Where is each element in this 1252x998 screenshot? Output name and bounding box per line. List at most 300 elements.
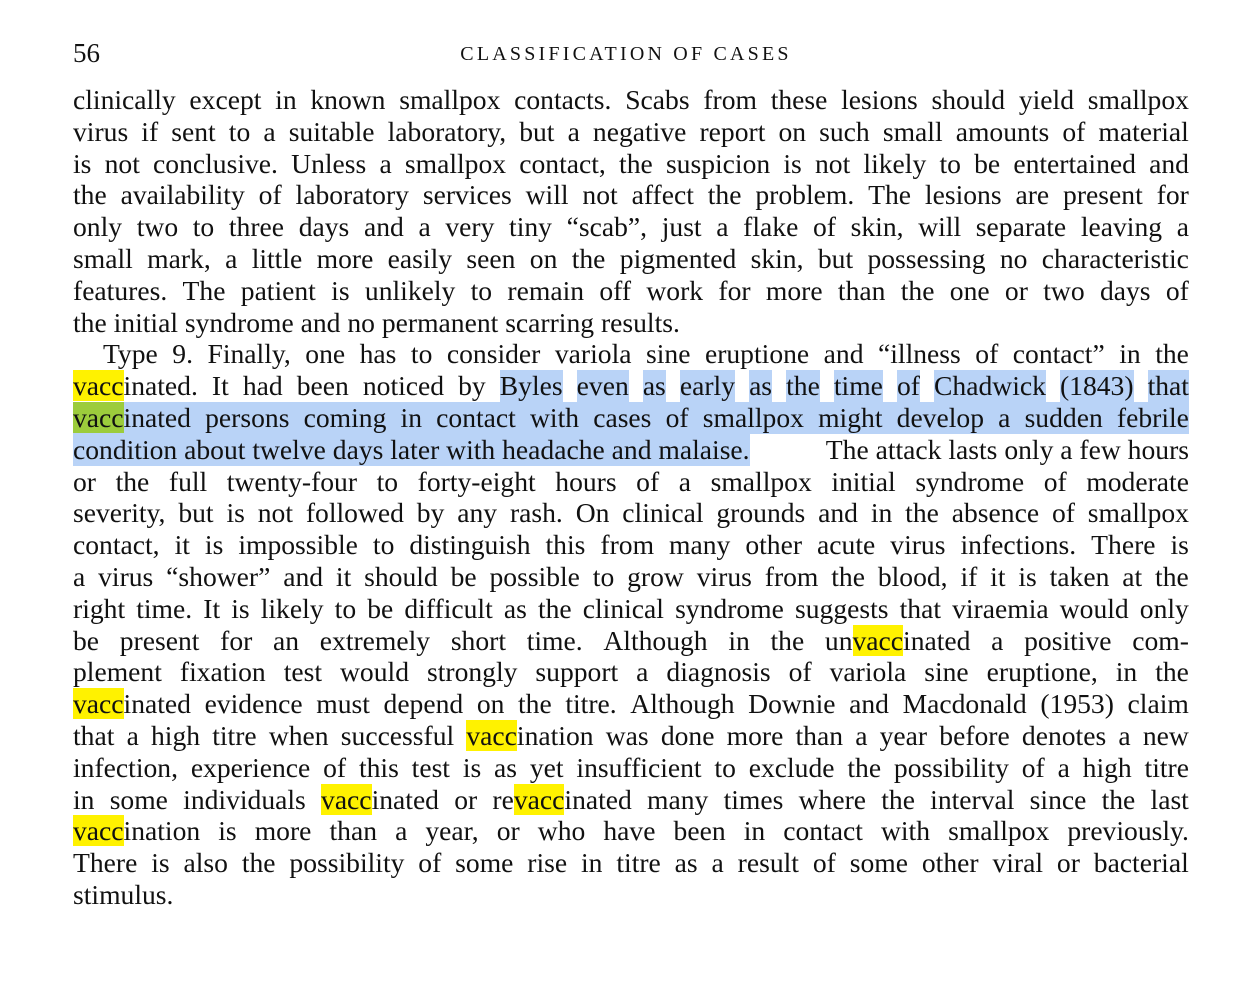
word: a [395, 815, 408, 847]
text-line-13 [73, 466, 1189, 498]
text-line-11 [73, 402, 1189, 434]
word: than [837, 274, 886, 306]
word: possibility [289, 847, 405, 879]
word: was [605, 720, 649, 751]
word: high [1082, 751, 1132, 783]
word: the [707, 179, 742, 211]
word: denotes [1021, 720, 1107, 751]
word: difficult [404, 592, 493, 624]
word: eruptione [704, 338, 810, 370]
word: clinical [582, 592, 664, 624]
word: the [115, 465, 150, 497]
text-line-18 [73, 625, 1189, 657]
word: a [73, 561, 86, 592]
word: been [296, 370, 349, 402]
word: “shower” [166, 561, 271, 592]
word: many [669, 529, 731, 561]
word-vaccination: vaccination [466, 720, 594, 751]
word: than [795, 720, 844, 751]
word: no [999, 243, 1028, 274]
search-match: vacc [321, 783, 372, 815]
word: full [168, 465, 208, 497]
word: time. [136, 592, 193, 624]
word: on [778, 115, 807, 147]
text-line-19 [73, 656, 1189, 688]
word: is [218, 815, 237, 847]
search-match: vacc [73, 815, 124, 847]
text-line-25 [73, 847, 1189, 879]
word: Byles [499, 370, 563, 402]
word: it [990, 561, 1006, 592]
word: a [225, 243, 238, 274]
word: in [400, 402, 422, 433]
word: in [73, 783, 95, 815]
word: been [673, 815, 726, 847]
word: report [699, 115, 766, 147]
word: contact, [519, 147, 606, 179]
word: early [679, 370, 736, 402]
text-line-3 [73, 148, 1189, 180]
word: remain [507, 274, 585, 306]
word: titre [212, 720, 257, 751]
word: by [458, 370, 486, 402]
word: easily [387, 243, 453, 274]
word: affect [631, 179, 694, 211]
word: of [975, 338, 999, 370]
word: develop [896, 402, 984, 433]
word: exclude [748, 751, 835, 783]
word: the [770, 624, 805, 656]
word: tiny [509, 211, 552, 243]
word: material [1098, 115, 1189, 147]
word: previously. [1067, 815, 1189, 847]
word: year, [425, 815, 479, 847]
text-line-7 [73, 275, 1189, 307]
word-vaccination: vaccination [73, 815, 201, 847]
word: for [718, 274, 751, 306]
word: 9. [172, 338, 193, 370]
word: a [1057, 751, 1070, 783]
word: “scab”, [566, 211, 648, 243]
word: sine [924, 656, 969, 688]
word: flake [743, 211, 799, 243]
word: of [896, 370, 920, 402]
word: claim [1127, 688, 1189, 720]
word: grow [627, 561, 684, 592]
word: viraemia [952, 592, 1049, 624]
word: diagnosis [666, 656, 771, 688]
search-match: vacc [73, 370, 124, 402]
word: or [1056, 847, 1080, 879]
word: is [462, 751, 482, 783]
word: hours [555, 465, 617, 497]
word: There [1091, 529, 1156, 561]
word: likely [260, 592, 324, 624]
word: a [711, 847, 724, 879]
word: coming [303, 402, 387, 433]
word: in [581, 847, 603, 879]
word: such [819, 115, 870, 147]
word: virus [73, 115, 129, 147]
word: contact, [73, 529, 160, 561]
word: one [305, 338, 346, 370]
word: smallpox [399, 84, 501, 115]
text-line-23 [73, 784, 1189, 816]
word: or [1004, 274, 1028, 306]
word: of [1021, 751, 1045, 783]
word: and [849, 688, 889, 720]
word: than [329, 815, 377, 847]
word: but [519, 115, 555, 147]
word: as [749, 370, 773, 402]
word: the [571, 243, 606, 274]
word: smallpox [404, 147, 507, 179]
word: of [812, 211, 836, 243]
word: the [1155, 561, 1189, 592]
word: from [764, 561, 819, 592]
text-line-2 [73, 116, 1189, 148]
word: for [1156, 179, 1189, 211]
word: more [765, 274, 823, 306]
word: even [576, 370, 629, 402]
word: severity, [73, 497, 166, 529]
word: if [141, 115, 159, 147]
word: should [931, 84, 1006, 115]
word: syndrome [675, 592, 784, 624]
word: other [921, 847, 979, 879]
word: known [310, 84, 386, 115]
text-line-22 [73, 752, 1189, 784]
word-revaccinated: revaccinated [492, 783, 632, 815]
word: year [879, 720, 928, 751]
word: as [674, 847, 698, 879]
text-line-12 [73, 434, 1189, 466]
word: be [73, 624, 100, 656]
word: contact [783, 815, 863, 847]
word: smallpox [1087, 497, 1189, 529]
word: is [226, 497, 245, 529]
word: a [998, 402, 1011, 433]
text-selection: condition about twelve days later with headache and malaise. [73, 433, 750, 465]
word: cases [593, 402, 652, 433]
word: noticed [362, 370, 445, 402]
word: it [335, 561, 352, 592]
word: the [619, 147, 653, 179]
word: more [316, 243, 374, 274]
word: smallpox [1087, 84, 1189, 115]
word: in [1115, 656, 1138, 688]
running-head: CLASSIFICATION OF CASES [460, 43, 792, 65]
word: is [1170, 529, 1189, 561]
word: would [340, 656, 409, 688]
word: be [450, 561, 477, 592]
word: as [494, 751, 518, 783]
word: the [73, 179, 107, 211]
word: result [737, 847, 799, 879]
word: new [1142, 720, 1189, 751]
word: followed [305, 497, 404, 529]
word: as [642, 370, 666, 402]
text-line-24 [73, 815, 1189, 847]
word: might [818, 402, 883, 433]
word: the [241, 847, 276, 879]
word: a [636, 656, 649, 688]
word: to [592, 561, 615, 592]
text-line-4 [73, 179, 1189, 211]
word-vaccinated: vaccinated. [73, 370, 198, 402]
word: is [1018, 561, 1037, 592]
word: and [823, 338, 864, 370]
word: at [1122, 561, 1143, 592]
word: contact” [1012, 338, 1105, 370]
word: acute [817, 529, 876, 561]
word: the [1155, 656, 1189, 688]
word: There [73, 847, 138, 879]
word: Unless [291, 147, 367, 179]
word: the [900, 274, 935, 306]
word-vaccinated: vaccinated [321, 783, 439, 815]
word: test [283, 656, 323, 688]
word: absence [951, 497, 1040, 529]
word: be [974, 147, 1001, 179]
word: entertained [1013, 147, 1136, 179]
word: syndrome [915, 465, 1025, 497]
word: this [358, 751, 399, 783]
word: will [525, 179, 569, 211]
word: who [537, 815, 586, 847]
text-line-1 [73, 84, 1189, 116]
word: to [470, 274, 493, 306]
word: a [855, 720, 868, 751]
word: evidence [204, 688, 303, 720]
word: depend [383, 688, 464, 720]
word: yield [1018, 84, 1075, 115]
word: smallpox [710, 465, 812, 497]
word: had [242, 370, 283, 402]
word: skin, [850, 211, 904, 243]
search-match: vacc [513, 783, 565, 815]
word: where [798, 783, 867, 815]
word: a [678, 465, 691, 497]
word: to [372, 529, 395, 561]
word: contact [436, 402, 516, 433]
word-vaccinated: vaccinated [73, 402, 191, 433]
word: the [537, 592, 572, 624]
word: problem. [755, 179, 855, 211]
word: Type [103, 338, 158, 370]
text-line-6 [73, 243, 1189, 275]
word: days [1099, 274, 1151, 306]
word: by [416, 497, 445, 529]
word: blood, [877, 561, 948, 592]
word: any [457, 497, 498, 529]
word: present [1063, 179, 1143, 211]
word: the [786, 370, 820, 402]
word: a [1176, 211, 1189, 243]
word: as [503, 592, 527, 624]
word: viral [992, 847, 1044, 879]
word: some [849, 847, 908, 879]
word: possibility [893, 751, 1009, 783]
word: not [257, 497, 293, 529]
word: also [183, 847, 228, 879]
word: the [847, 751, 882, 783]
word: the [881, 783, 915, 815]
word: extremely [319, 624, 431, 656]
word: On [575, 497, 610, 529]
word: virus [98, 561, 154, 592]
word: virus [696, 561, 752, 592]
word: to [228, 115, 251, 147]
word: is [783, 147, 802, 179]
word: only [1139, 592, 1189, 624]
page-number: 56 [73, 38, 100, 68]
word: a [126, 720, 139, 751]
word: times [723, 783, 784, 815]
word: titre [616, 847, 661, 879]
line-remainder: The attack lasts only a few hours [819, 433, 1189, 465]
word: to [410, 338, 433, 370]
word: if [960, 561, 978, 592]
word: but [817, 243, 854, 274]
word: likely [863, 147, 927, 179]
word: are [1015, 179, 1050, 211]
word: titre [1144, 751, 1189, 783]
word: twenty-four [226, 465, 358, 497]
word: is [151, 847, 170, 879]
word: of [418, 847, 442, 879]
word: not [582, 179, 618, 211]
word: clinical [622, 497, 704, 529]
word: amounts [955, 115, 1050, 147]
word: right [73, 592, 126, 624]
word: eruptione, [986, 656, 1098, 688]
word: the [831, 561, 865, 592]
word: of [788, 656, 812, 688]
word: of [812, 847, 836, 879]
word: be [367, 592, 394, 624]
word: contacts. [514, 84, 612, 115]
current-search-match: vacc [73, 402, 124, 433]
word: Finally, [207, 338, 291, 370]
word: high [150, 720, 201, 751]
word: a [379, 147, 392, 179]
word: these [770, 84, 828, 115]
word: successful [340, 720, 455, 751]
word: of [323, 751, 347, 783]
word: (1843) [1059, 370, 1134, 402]
word: and [1149, 147, 1189, 179]
word: in [870, 497, 893, 529]
word: that [73, 720, 115, 751]
word: availability [120, 179, 245, 211]
word: febrile [1116, 402, 1189, 433]
word: time [833, 370, 883, 402]
word: in [728, 624, 750, 656]
word: variola [829, 656, 907, 688]
word: and [818, 497, 858, 529]
word: “illness [878, 338, 961, 370]
word: possessing [867, 243, 986, 274]
word: a [716, 211, 729, 243]
word: titre. [565, 688, 617, 720]
word: a [263, 115, 276, 147]
word: (1953) [1040, 688, 1114, 720]
word: features. [73, 274, 168, 306]
word: is [231, 592, 250, 624]
word: patient [240, 274, 316, 306]
search-match: vacc [852, 624, 904, 656]
word: characteristic [1041, 243, 1189, 274]
word: It [203, 592, 221, 624]
word: not [104, 147, 140, 179]
word: the [905, 497, 939, 529]
word: a [418, 211, 431, 243]
word: experience [190, 751, 311, 783]
word: many [647, 783, 709, 815]
word: from [703, 84, 757, 115]
word: work [646, 274, 704, 306]
word: initial [831, 465, 896, 497]
word: not [814, 147, 851, 179]
word: sent [171, 115, 216, 147]
word: two [136, 211, 179, 243]
word: moderate [1086, 465, 1189, 497]
text-line-17 [73, 593, 1189, 625]
word: that [899, 592, 941, 624]
word: seen [466, 243, 516, 274]
word: services [422, 179, 512, 211]
word: is [204, 529, 224, 561]
word: only [73, 211, 123, 243]
text-line-8: the initial syndrome and no permanent scarring results. [73, 306, 680, 338]
word: will [918, 211, 962, 243]
word: com- [1132, 624, 1189, 656]
word: of [665, 402, 689, 433]
word: the [1101, 783, 1136, 815]
text-line-15 [73, 529, 1189, 561]
word: possible [489, 561, 580, 592]
word: and [283, 561, 324, 592]
word: a [991, 624, 1004, 656]
word: of [1043, 465, 1067, 497]
search-match: vacc [466, 720, 517, 751]
word: this [545, 529, 586, 561]
word: suggests [794, 592, 889, 624]
word: taken [1049, 561, 1110, 592]
word: yet [529, 751, 564, 783]
word: small [73, 243, 133, 274]
word: fixation [179, 656, 266, 688]
word: it [174, 529, 190, 561]
word: on [529, 243, 558, 274]
word: has [359, 338, 397, 370]
word: suspicion [665, 147, 771, 179]
word: is [331, 274, 350, 306]
word: but [178, 497, 214, 529]
word: negative [592, 115, 687, 147]
word: smallpox [702, 402, 804, 433]
word: persons [205, 402, 290, 433]
word: conclusive. [153, 147, 278, 179]
word: last [1150, 783, 1189, 815]
word: other [745, 529, 803, 561]
word: in [743, 815, 766, 847]
word: should [364, 561, 438, 592]
text-line-20 [73, 688, 1189, 720]
word: mark, [147, 243, 211, 274]
word: suitable [288, 115, 375, 147]
